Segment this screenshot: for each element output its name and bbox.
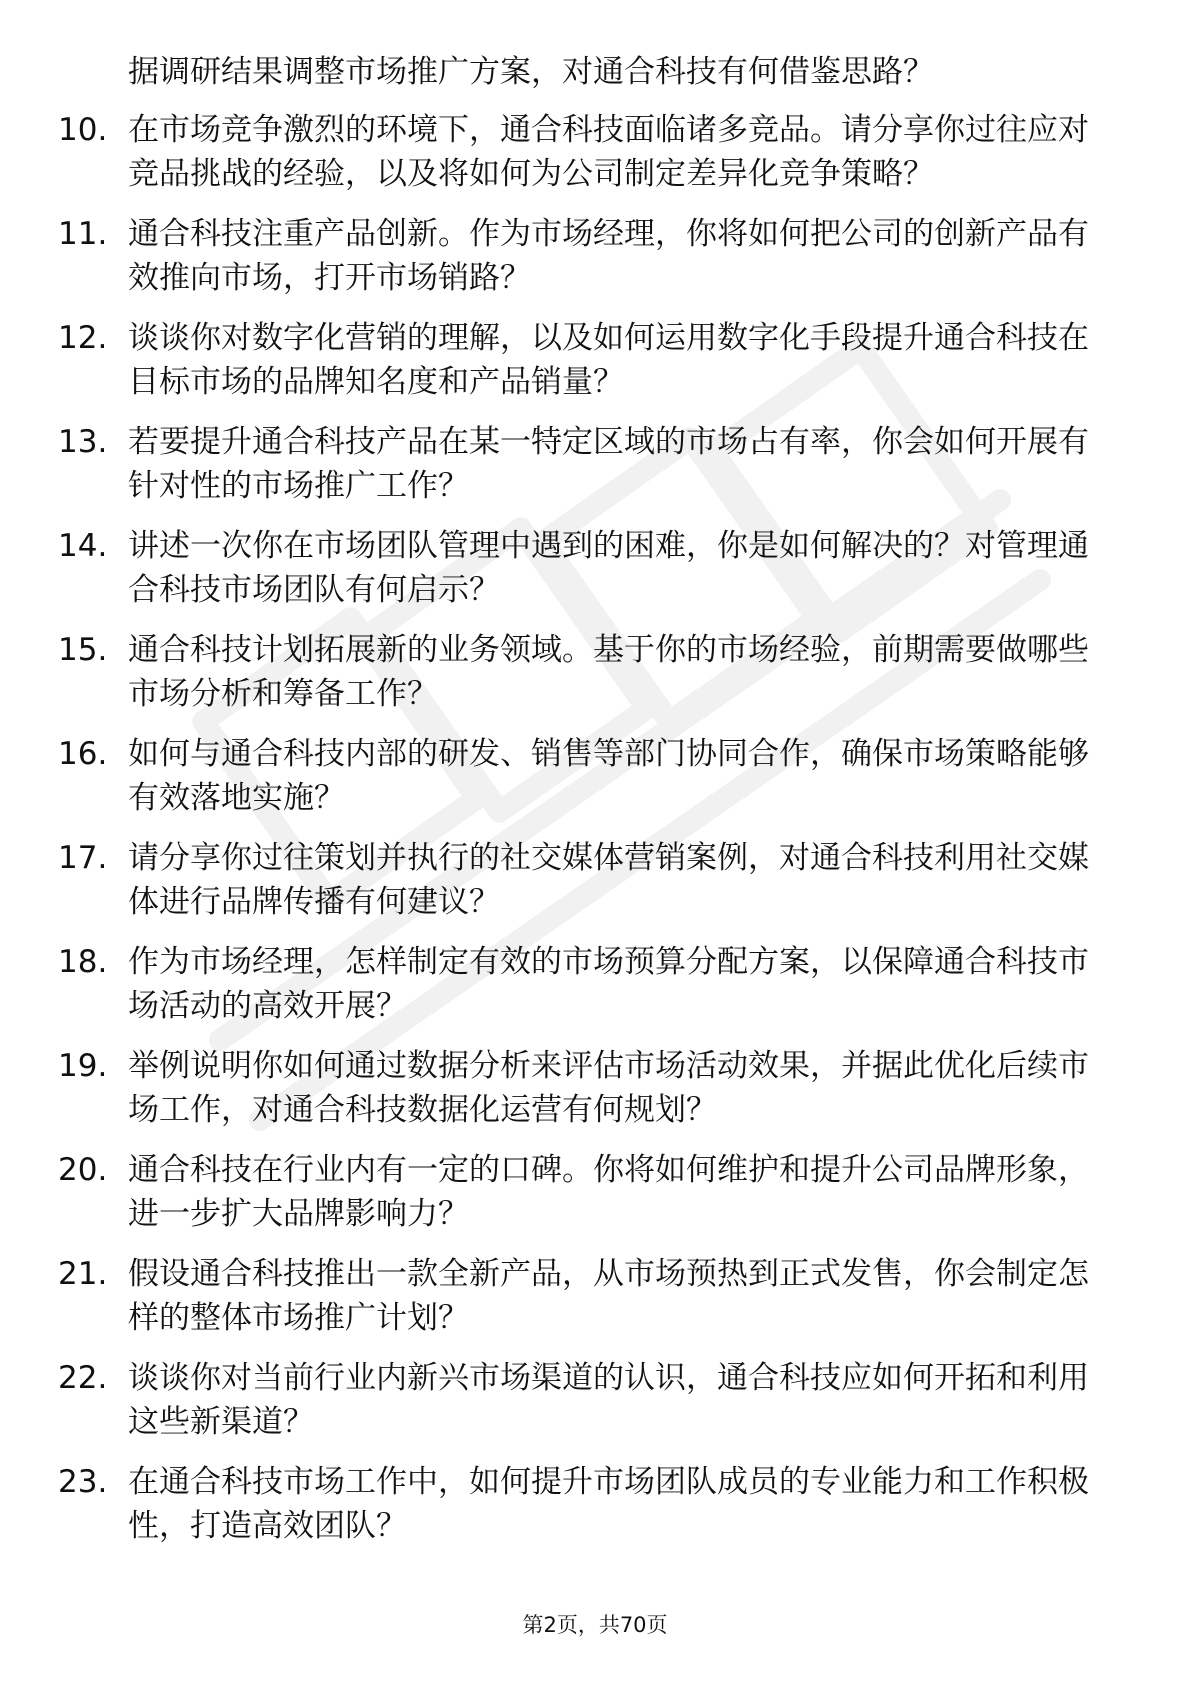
question-text: 谈谈你对数字化营销的理解，以及如何运用数字化手段提升通合科技在目标市场的品牌知名度和产品销量？	[128, 320, 1089, 400]
question-number: 18.	[58, 944, 108, 980]
question-number: 13.	[58, 424, 108, 460]
question-item-10	[0, 108, 1190, 196]
question-text: 讲述一次你在市场团队管理中遇到的困难，你是如何解决的？对管理通合科技市场团队有何启示？	[128, 528, 1089, 608]
question-number: 12.	[58, 320, 108, 356]
question-text: 举例说明你如何通过数据分析来评估市场活动效果，并据此优化后续市场工作，对通合科技数据化运营有何规划？	[128, 1048, 1089, 1128]
question-item-21	[0, 1252, 1190, 1340]
question-number: 21.	[58, 1256, 108, 1292]
question-number: 17.	[58, 840, 108, 876]
question-text: 在市场竞争激烈的环境下，通合科技面临诸多竞品。请分享你过往应对竞品挑战的经验，以及将如何为公司制定差异化竞争策略？	[128, 112, 1089, 192]
question-number: 19.	[58, 1048, 108, 1084]
page-footer: 第2页，共70页	[522, 1613, 668, 1637]
question-number: 20.	[58, 1152, 108, 1188]
question-text: 谈谈你对当前行业内新兴市场渠道的认识，通合科技应如何开拓和利用这些新渠道？	[128, 1360, 1089, 1440]
question-item-12	[0, 316, 1190, 404]
question-item-18	[0, 940, 1190, 1028]
question-number: 11.	[58, 216, 108, 252]
question-item-14	[0, 524, 1190, 612]
question-text: 如何与通合科技内部的研发、销售等部门协同合作，确保市场策略能够有效落地实施？	[128, 736, 1089, 816]
question-item-16	[0, 732, 1190, 820]
question-text: 在通合科技市场工作中，如何提升市场团队成员的专业能力和工作积极性，打造高效团队？	[128, 1464, 1089, 1544]
question-item-17	[0, 836, 1190, 924]
question-text: 通合科技在行业内有一定的口碑。你将如何维护和提升公司品牌形象，进一步扩大品牌影响力？	[128, 1152, 1089, 1232]
question-text: 通合科技计划拓展新的业务领域。基于你的市场经验，前期需要做哪些市场分析和筹备工作？	[128, 632, 1089, 712]
continuation-line: 据调研结果调整市场推广方案，对通合科技有何借鉴思路？	[128, 54, 934, 90]
question-item-22	[0, 1356, 1190, 1444]
question-number: 16.	[58, 736, 108, 772]
question-list	[0, 108, 1190, 1564]
question-text: 请分享你过往策划并执行的社交媒体营销案例，对通合科技利用社交媒体进行品牌传播有何建议？	[128, 840, 1089, 920]
question-number: 10.	[58, 112, 108, 148]
question-item-15	[0, 628, 1190, 716]
question-number: 23.	[58, 1464, 108, 1500]
question-item-13	[0, 420, 1190, 508]
question-number: 22.	[58, 1360, 108, 1396]
question-item-20	[0, 1148, 1190, 1236]
question-number: 14.	[58, 528, 108, 564]
question-item-23	[0, 1460, 1190, 1548]
question-text: 假设通合科技推出一款全新产品，从市场预热到正式发售，你会制定怎样的整体市场推广计划？	[128, 1256, 1089, 1336]
question-text: 作为市场经理，怎样制定有效的市场预算分配方案，以保障通合科技市场活动的高效开展？	[128, 944, 1089, 1024]
question-text: 通合科技注重产品创新。作为市场经理，你将如何把公司的创新产品有效推向市场，打开市场销路？	[128, 216, 1089, 296]
question-item-11	[0, 212, 1190, 300]
question-number: 15.	[58, 632, 108, 668]
question-text: 若要提升通合科技产品在某一特定区域的市场占有率，你会如何开展有针对性的市场推广工作？	[128, 424, 1089, 504]
question-item-19	[0, 1044, 1190, 1132]
